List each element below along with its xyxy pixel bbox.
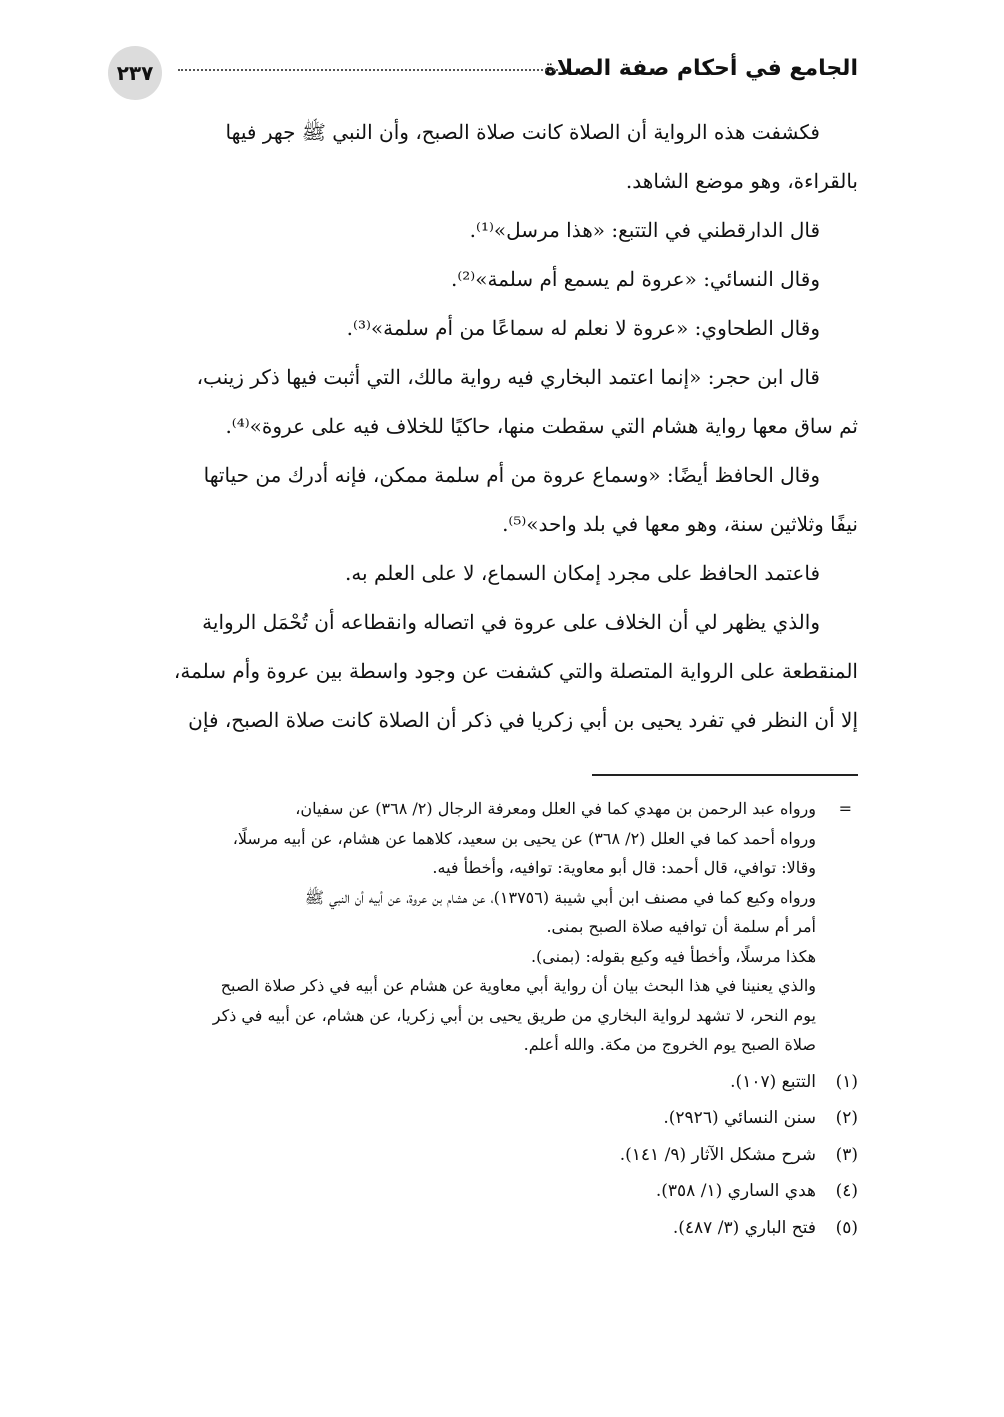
header-dotted-leader [178, 69, 558, 71]
text-line: نيفًا وثلاثين سنة، وهو معها في بلد واحد»⁽⁵⁾. [502, 512, 858, 536]
footnote-text: فتح الباري (٣/ ٤٨٧). [672, 1217, 816, 1238]
footnote-line: يوم النحر، لا تشهد لرواية البخاري من طريق يحيى بن أبي زكريا، عن هشام، عن أبيه في ذكر [212, 1005, 816, 1025]
footnote-number: (١) [835, 1071, 858, 1092]
text-line: فاعتمد الحافظ على مجرد إمكان السماع، لا على العلم به. [344, 561, 820, 585]
page-number-badge: ٢٣٧ [108, 46, 162, 100]
footnote-text: هدي الساري (١/ ٣٥٨). [655, 1181, 816, 1201]
running-title: الجامع في أحكام صفة الصلاة [543, 56, 858, 81]
text-line: فكشفت هذه الرواية أن الصلاة كانت صلاة الصبح، وأن النبي ﷺ جهر فيها [225, 120, 820, 144]
page-header [108, 46, 858, 96]
footnote-item [146, 1137, 858, 1174]
footnote-number: (٤) [835, 1181, 858, 1201]
footnote-number: (٥) [835, 1217, 858, 1238]
footnote-continuation [146, 794, 858, 1060]
text-line: قال ابن حجر: «إنما اعتمد البخاري فيه رواية مالك، التي أثبت فيها ذكر زينب، [196, 365, 820, 389]
text-line: بالقراءة، وهو موضع الشاهد. [625, 169, 858, 193]
text-line: قال الدارقطني في التتبع: «هذا مرسل»⁽¹⁾. [469, 218, 820, 242]
footnote-list [146, 1064, 858, 1247]
footnote-text: التتبع (١٠٧). [730, 1071, 816, 1092]
text-line: وقال الطحاوي: «عروة لا نعلم له سماعًا من أم سلمة»⁽³⁾. [346, 316, 820, 340]
text-line: ثم ساق معها رواية هشام التي سقطت منها، حاكيًا للخلاف فيه على عروة»⁽⁴⁾. [225, 414, 858, 438]
footnote-item [146, 1173, 858, 1210]
continuation-marker: = [838, 799, 852, 818]
footnote-text: سنن النسائي (٢٩٢٦). [663, 1108, 816, 1128]
text-line: إلا أن النظر في تفرد يحيى بن أبي زكريا في ذكر أن الصلاة كانت صلاة الصبح، فإن [188, 708, 858, 732]
text-line: وقال النسائي: «عروة لم يسمع أم سلمة»⁽²⁾. [450, 267, 820, 291]
text-line: المنقطعة على الرواية المتصلة والتي كشفت عن وجود واسطة بين عروة وأم سلمة، [173, 659, 858, 683]
text-line: وقال الحافظ أيضًا: «وسماع عروة من أم سلمة ممكن، فإنه أدرك من حياتها [203, 463, 820, 487]
footnote-line: ورواه عبد الرحمن بن مهدي كما في العلل ومعرفة الرجال (٢/ ٣٦٨) عن سفيان، [295, 799, 816, 818]
footnote-item [146, 1210, 858, 1247]
footnote-line: صلاة الصبح يوم الخروج من مكة. والله أعلم. [523, 1035, 816, 1054]
footnote-line: وقالا: توافي، قال أحمد: قال أبو معاوية: توافيه، وأخطأ فيه. [432, 858, 816, 877]
footnote-line: ورواه وكيع كما في مصنف ابن أبي شيبة (١٣٧٥٦)، عن هشام بن عروة، عن أبيه أن النبي ﷺ [304, 887, 816, 907]
footnote-item [146, 1064, 858, 1101]
footnote-item [146, 1100, 858, 1137]
footnote-line: ورواه أحمد كما في العلل (٢/ ٣٦٨) عن يحيى بن سعيد، كلاهما عن هشام، عن أبيه مرسلًا، [232, 828, 816, 848]
footnote-line: أمر أم سلمة أن توافيه صلاة الصبح بمنى. [546, 917, 816, 936]
text-line: والذي يظهر لي أن الخلاف على عروة في اتصاله وانقطاعه أن تُحْمَل الرواية [202, 610, 820, 634]
footnote-separator [592, 774, 858, 776]
footnote-number: (٢) [835, 1108, 858, 1128]
footnotes [146, 794, 858, 1246]
footnote-number: (٣) [835, 1144, 858, 1165]
footnote-line: هكذا مرسلًا، وأخطأ فيه وكيع بقوله: (بمنى). [530, 946, 816, 966]
footnote-line: والذي يعنينا في هذا البحث بيان أن رواية أبي معاوية عن هشام عن أبيه في ذكر صلاة الصبح [220, 976, 816, 995]
footnote-text: شرح مشكل الآثار (٩/ ١٤١). [619, 1144, 816, 1165]
main-text [146, 108, 858, 745]
